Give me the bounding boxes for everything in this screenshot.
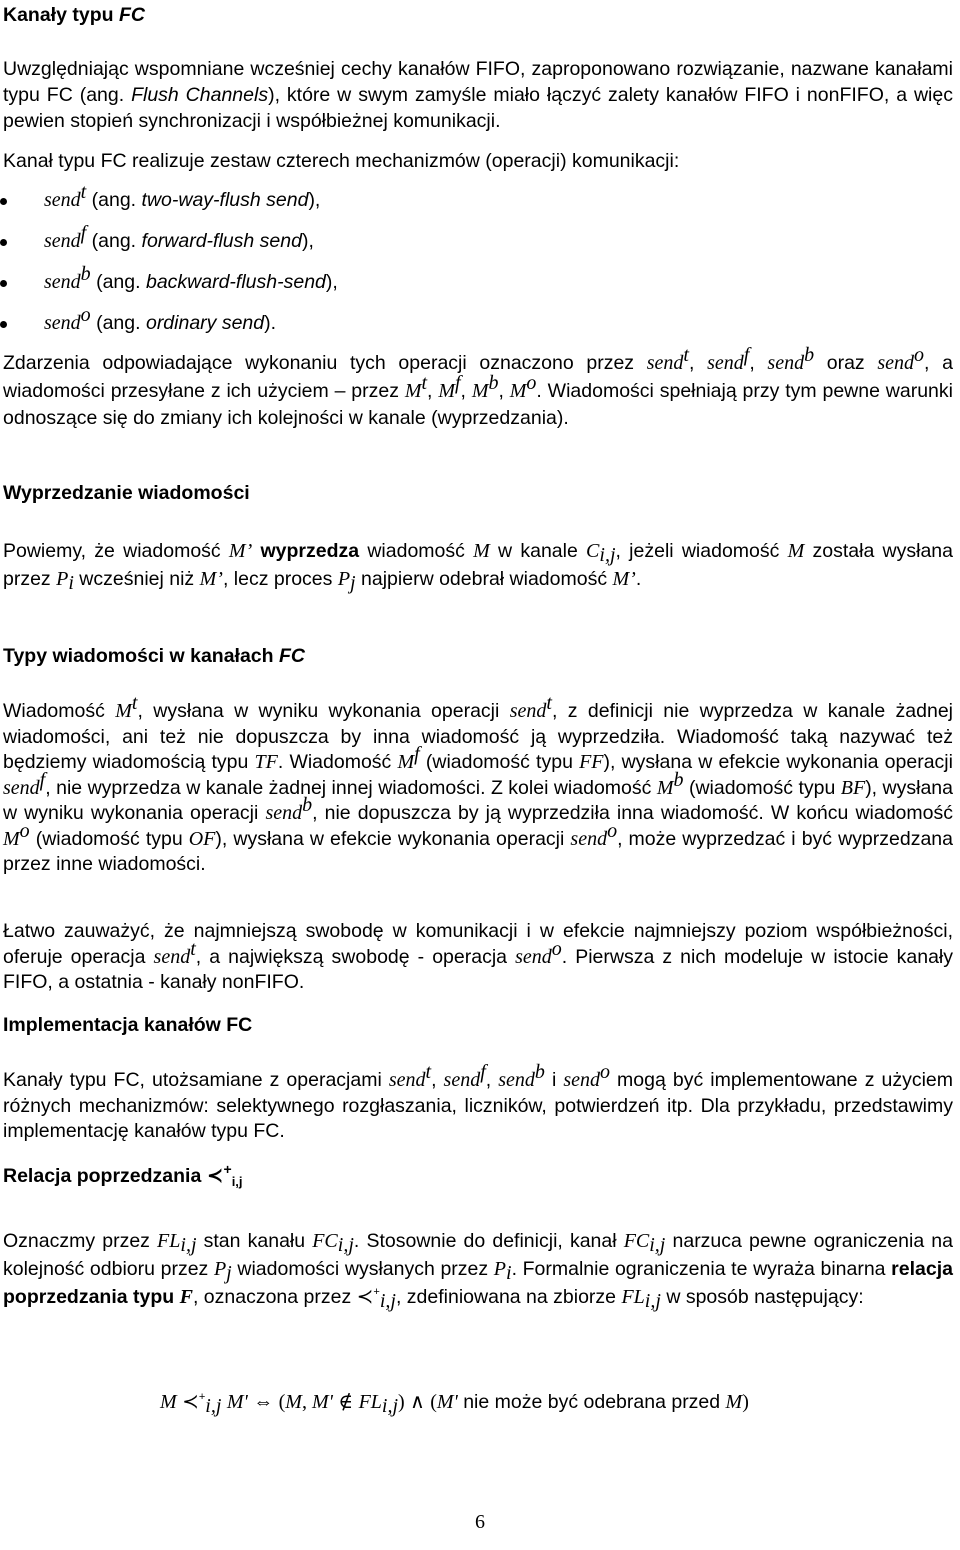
page-title: Kanały typu FC (3, 4, 145, 26)
list-item: send$^o$ (ang. ordinary send). (44, 312, 276, 335)
section-heading: Wyprzedzanie wiadomości (3, 482, 250, 504)
bullet-icon (0, 198, 7, 205)
list-item: send$^b$ (ang. backward-flush-send), (44, 271, 338, 294)
precedence-paragraph: Oznaczmy przez $FL_{i,j}$ stan kanału $FC_{i,j}$. Stosownie do definicji, kanał $FC_{i,j}$ narzuca pewne ograniczenia na kolejność odbioru przez $P_j$ wiadomości wysłanych przez $P_i$. Formalnie ograniczenia te wyraża binarna relacja poprzedzania typu F, oznaczona przez $≺^+_{i,j}$, zdefiniowana na zbiorze $FL_{i,j}$ w sposób następujący: (3, 1230, 953, 1312)
section-heading: Typy wiadomości w kanałach FC (3, 645, 305, 667)
list-item: send$^t$ (ang. two-way-flush send), (44, 189, 320, 212)
bullet-icon (0, 280, 7, 287)
overtaking-paragraph: Powiemy, że wiadomość M’ wyprzedza wiadomość M w kanale $C_{i,j}$, jeżeli wiadomość M została wysłana przez $P_i$ wcześniej niż M’, lecz proces $P_j$ najpierw odebrał wiadomość M’. (3, 540, 953, 594)
operations-intro: Kanał typu FC realizuje zestaw czterech mechanizmów (operacji) komunikacji: (3, 150, 680, 172)
concurrency-paragraph: Łatwo zauważyć, że najmniejszą swobodę w komunikacji i w efekcie najmniejszy poziom współbieżności, oferuje operacja send$^t$, a największą swobodę - operacja send$^o$. Pierwsza z nich modeluje w istocie kanały FIFO, a ostatnia - kanały nonFIFO. (3, 920, 954, 993)
precedence-symbol: ≺ (206, 1163, 224, 1187)
section-heading: Relacja poprzedzania $≺^+_{i,j}$ (3, 1161, 243, 1189)
precedence-formula: M $≺^+_{i,j}$ M' ⇔ (M, M' ∉ $FL_{i,j}$) ∧ (M' nie może być odebrana przed M) (160, 1389, 749, 1417)
implementation-paragraph: Kanały typu FC, utożsamiane z operacjami send$^t$, send$^f$, send$^b$ i send$^o$ mogą być implementowane z użyciem różnych mechanizmów: selektywnego rozgłaszania, liczników, potwierdzeń itp. Dla przykładu, przedstawimy implementację kanałów typu FC. (3, 1061, 954, 1142)
list-item: send$^f$ (ang. forward-flush send), (44, 230, 314, 253)
intro-paragraph: Uwzględniając wspomniane wcześniej cechy kanałów FIFO, zaproponowano rozwiązanie, nazwane kanałami typu FC (ang. Flush Channels), które w swym zamyśle miało łączyć zalety kanałów FIFO i nonFIFO, a więc pewien stopień synchronizacji i współbieżnej komunikacji. (3, 58, 953, 132)
section-heading: Implementacja kanałów FC (3, 1014, 253, 1036)
events-paragraph: Zdarzenia odpowiadające wykonaniu tych operacji oznaczono przez send$^t$, send$^f$, send$^b$ oraz send$^o$, a wiadomości przesyłane z ich użyciem – przez $M^t$, $M^f$, $M^b$, $M^o$. Wiadomości spełniają przy tym pewne warunki odnoszące się do zmiany ich kolejności w kanale (wyprzedzania). (3, 344, 953, 429)
page-number: 6 (475, 1511, 485, 1533)
bullet-icon (0, 321, 7, 328)
bullet-icon (0, 239, 7, 246)
message-types-paragraph: Wiadomość $M^t$, wysłana w wyniku wykonania operacji send$^t$, z definicji nie wyprzedza w kanale żadnej wiadomości, ani też nie dopuszcza by inna wiadomość ją wyprzedziła. Wiadomość taką nazywać też będziemy wiadomością typu TF. Wiadomość $M^f$ (wiadomość typu FF), wysłana w efekcie wykonania operacji send$^f$, nie wyprzedza w kanale żadnej innej wiadomości. Z kolei wiadomość $M^b$ (wiadomość typu BF), wysłana w wyniku wykonania operacji send$^b$, nie dopuszcza by ją wyprzedziła inna wiadomość. W końcu wiadomość $M^o$ (wiadomość typu OF), wysłana w efekcie wykonania operacji send$^o$, może wyprzedzać i być wyprzedzana przez inne wiadomości. (3, 692, 954, 875)
